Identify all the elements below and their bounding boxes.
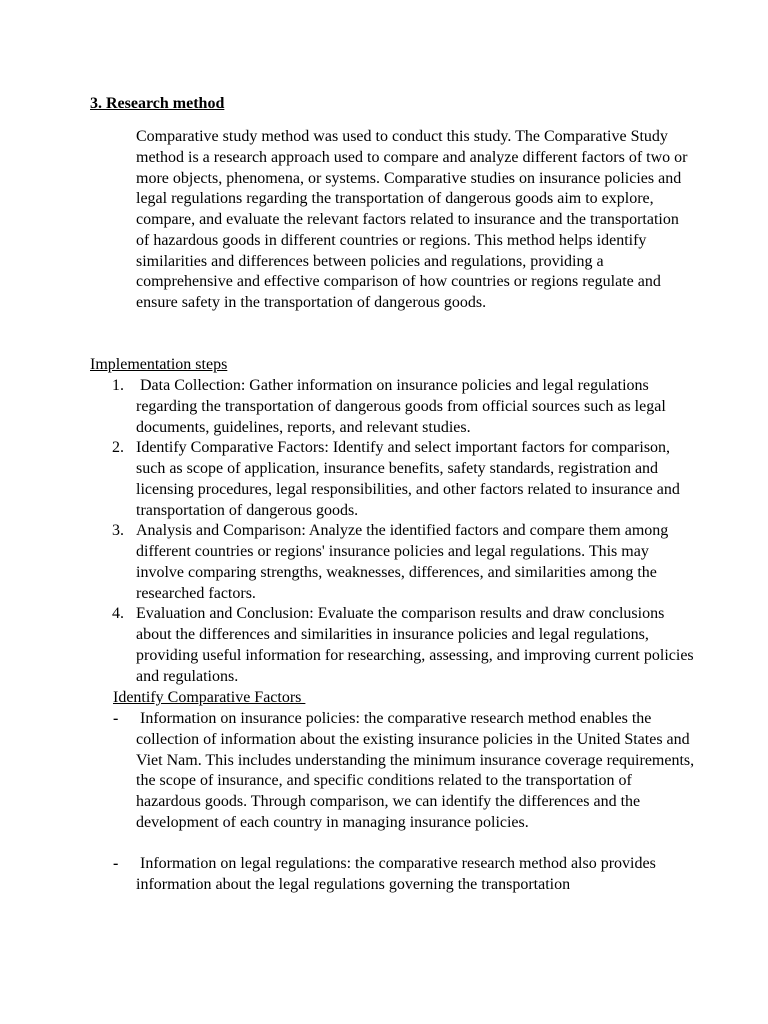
list-item	[90, 854, 700, 896]
list-item-text: Evaluation and Conclusion: Evaluate the comparison results and draw conclusions about the differences and similarities in insurance policies and legal regulations, providing useful information for researching, assessing, and improving current policies and regulations.	[136, 605, 694, 685]
bullet-dash: -	[113, 855, 119, 873]
list-item-text: Information on insurance policies: the comparative research method enables the collection of information about the existing insurance policies in the United States and Viet Nam. This includes understanding the minimum insurance coverage requirements, the scope of insurance, and specific conditions related to the transportation of hazardous goods. Through comparison, we can identify the differences and the development of each country in managing insurance policies.	[136, 710, 695, 831]
implementation-steps-label: Implementation steps	[90, 356, 228, 373]
comparative-factors-list	[90, 709, 700, 896]
list-item-text: Information on legal regulations: the comparative research method also provides information about the legal regulations governing the transportation	[136, 855, 656, 893]
list-number: 1.	[112, 377, 124, 394]
list-number: 4.	[112, 605, 124, 623]
list-item	[90, 709, 700, 834]
list-item	[90, 521, 700, 604]
list-item	[90, 604, 700, 687]
intro-paragraph: Comparative study method was used to conduct this study. The Comparative Study method is a research approach used to compare and analyze different factors of two or more objects, phenomena, or systems. Comparative studies on insurance policies and legal regulations regarding the transportation of dangerous goods aim to explore, compare, and evaluate the relevant factors related to insurance and the transportation of hazardous goods in different countries or regions. This method helps identify similarities and differences between policies and regulations, providing a comprehensive and effective comparison of how countries or regions regulate and ensure safety in the transportation of dangerous goods.	[136, 128, 688, 311]
list-item-text: Data Collection: Gather information on insurance policies and legal regulations regarding the transportation of dangerous goods from official sources such as legal documents, guidelines, reports, and relevant studies.	[136, 377, 666, 436]
list-item-text: Analysis and Comparison: Analyze the identified factors and compare them among different countries or regions' insurance policies and legal regulations. This may involve comparing strengths, weaknesses, differences, and similarities among the researched factors.	[136, 522, 669, 602]
bullet-dash: -	[113, 710, 119, 727]
list-item	[90, 376, 700, 438]
list-number: 2.	[112, 439, 124, 457]
list-item	[90, 438, 700, 521]
list-item-text: Identify Comparative Factors: Identify and select important factors for comparison, such as scope of application, insurance benefits, safety standards, registration and licensing procedures, legal responsibilities, and other factors related to insurance and transportation of dangerous goods.	[136, 439, 680, 519]
section-heading: 3. Research method	[90, 95, 225, 112]
implementation-steps-list	[90, 376, 700, 687]
list-number: 3.	[112, 522, 124, 540]
comparative-factors-label: Identify Comparative Factors	[113, 689, 306, 706]
